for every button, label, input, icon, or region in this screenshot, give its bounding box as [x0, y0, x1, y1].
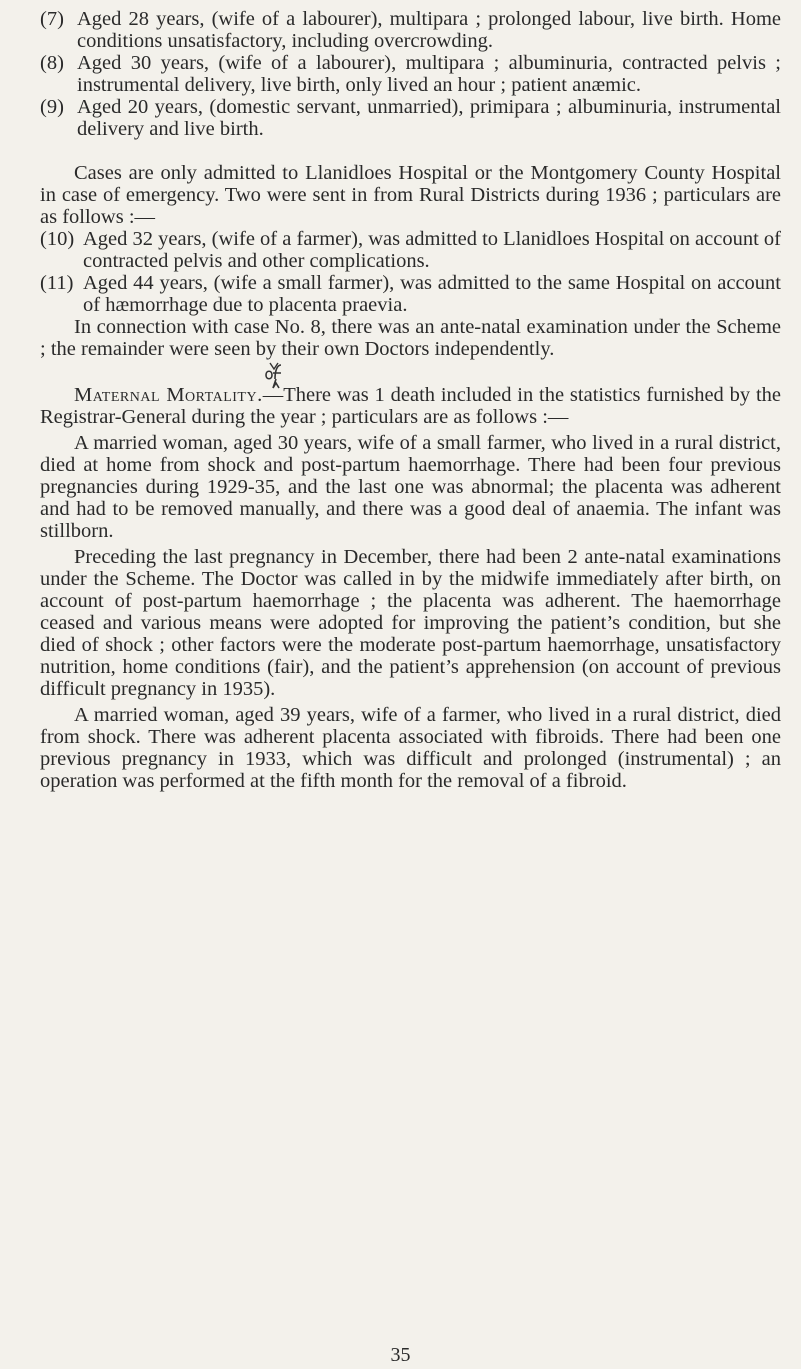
case-8 — [40, 52, 781, 96]
case-text: Aged 28 years, (wife of a labourer), multipara ; prolonged labour, live birth. Home conditions unsatisfactory, including overcrowding. — [77, 8, 781, 52]
case-text: Aged 32 years, (wife of a farmer), was admitted to Llanidloes Hospital on account of contracted pelvis and other complications. — [83, 228, 781, 272]
handwritten-o-stroke — [266, 371, 272, 379]
case-text: Aged 44 years, (wife a small farmer), was admitted to the same Hospital on account of hæmorrhage due to placenta praevia. — [83, 272, 781, 316]
section-heading: Maternal Mortality. — [74, 384, 263, 406]
case-number: (10) — [40, 228, 75, 250]
maternal-case-1-followup-paragraph: Preceding the last pregnancy in December, there had been 2 ante-natal examinations under the Scheme. The Doctor was called in by the midwife immediately after birth, on account of post-partum haemorrhage ; the placenta was adherent. The haemorrhage ceased and various means were adopted for improving the patient’s condition, but she died of shock ; other factors were the moderate post-partum haemorrhage, unsatisfactory nutrition, home conditions (fair), and the patient’s apprehension (on account of previous difficult pregnancy in 1935). — [40, 546, 781, 700]
case-number: (11) — [40, 272, 74, 294]
case-7 — [40, 8, 781, 52]
case-9 — [40, 96, 781, 140]
case-number: (9) — [40, 96, 64, 118]
case-text: Aged 30 years, (wife of a labourer), multipara ; albuminuria, contracted pelvis ; instrumental delivery, live birth, only lived an hour ; patient anæmic. — [77, 52, 781, 96]
antenatal-note-paragraph: In connection with case No. 8, there was an ante-natal examination under the Scheme ; the remainder were seen by their own Doctors independently. — [40, 316, 781, 360]
handwritten-insertion-mark — [262, 361, 284, 391]
hospital-intro-paragraph: Cases are only admitted to Llanidloes Hospital or the Montgomery County Hospital in case of emergency. Two were sent in from Rural Districts during 1936 ; particulars are as follows :— — [40, 162, 781, 228]
case-11 — [40, 272, 781, 316]
case-number: (8) — [40, 52, 64, 74]
case-text: Aged 20 years, (domestic servant, unmarried), primipara ; albuminuria, instrumental delivery and live birth. — [77, 96, 781, 140]
maternal-mortality-paragraph — [40, 384, 781, 428]
maternal-case-2-paragraph: A married woman, aged 39 years, wife of a farmer, who lived in a rural district, died from shock. There was adherent placenta associated with fibroids. There had been one previous pregnancy in 1933, which was difficult and prolonged (instrumental) ; an operation was performed at the fifth month for the removal of a fibroid. — [40, 704, 781, 792]
page-number: 35 — [390, 1344, 411, 1366]
case-number: (7) — [40, 8, 64, 30]
maternal-case-1-paragraph: A married woman, aged 30 years, wife of a small farmer, who lived in a rural district, died at home from shock and post-partum haemorrhage. There had been four previous pregnancies during 1929-35, and the last one was abnormal; the placenta was adherent and had to be removed manually, and there was a good deal of anaemia. The infant was stillborn. — [40, 432, 781, 542]
case-10 — [40, 228, 781, 272]
maternal-intro-text: —There was 1 death included in the statistics furnished by the Registrar-General during the year ; particulars are as follows :— — [40, 384, 781, 428]
